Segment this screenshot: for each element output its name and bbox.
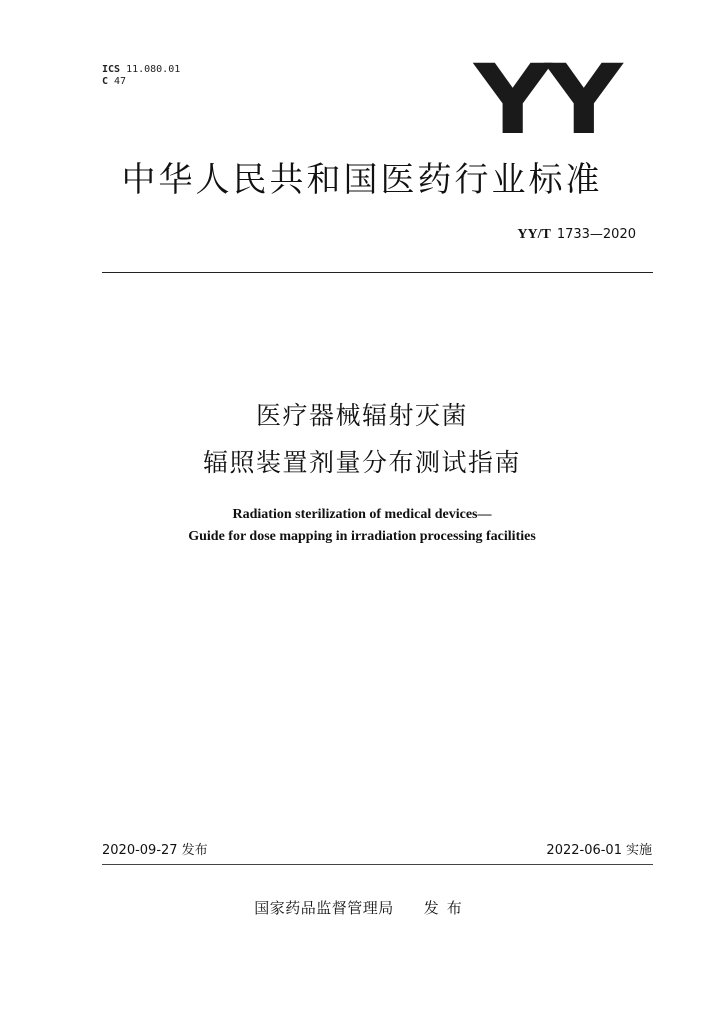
chinese-title-line2: 辐照装置剂量分布测试指南 xyxy=(202,448,521,477)
issuer-action: 发布 xyxy=(423,899,470,917)
ccs-code xyxy=(102,76,180,88)
standard-category-title: 中华人民共和国医药行业标准 xyxy=(121,160,603,200)
standard-code: YY/T xyxy=(517,227,551,242)
header-divider xyxy=(102,272,653,273)
footer-divider xyxy=(102,864,653,865)
issuing-authority xyxy=(0,898,724,918)
standard-number-value: 1733—2020 xyxy=(556,227,636,242)
english-title-line2: Guide for dose mapping in irradiation processing facilities xyxy=(188,529,536,544)
ccs-value: 47 xyxy=(114,76,127,87)
standard-number xyxy=(517,227,636,243)
issue-date xyxy=(102,843,208,859)
implementation-date-value: 2022-06-01 xyxy=(546,843,622,858)
implementation-date-label: 实施 xyxy=(625,843,652,858)
chinese-title-line1: 医疗器械辐射灭菌 xyxy=(255,401,468,430)
issuer-org: 国家药品监督管理局 xyxy=(254,899,394,917)
classification-codes xyxy=(102,64,180,88)
ccs-label: C xyxy=(102,76,109,87)
english-title-line1: Radiation sterilization of medical devices— xyxy=(232,507,492,522)
yy-logo: YY xyxy=(473,44,616,156)
ics-label: ICS xyxy=(102,64,121,75)
implementation-date xyxy=(546,843,652,859)
ics-value: 11.080.01 xyxy=(126,64,181,75)
ics-code xyxy=(102,64,180,76)
issue-date-label: 发布 xyxy=(181,843,208,858)
issue-date-value: 2020-09-27 xyxy=(102,843,178,858)
